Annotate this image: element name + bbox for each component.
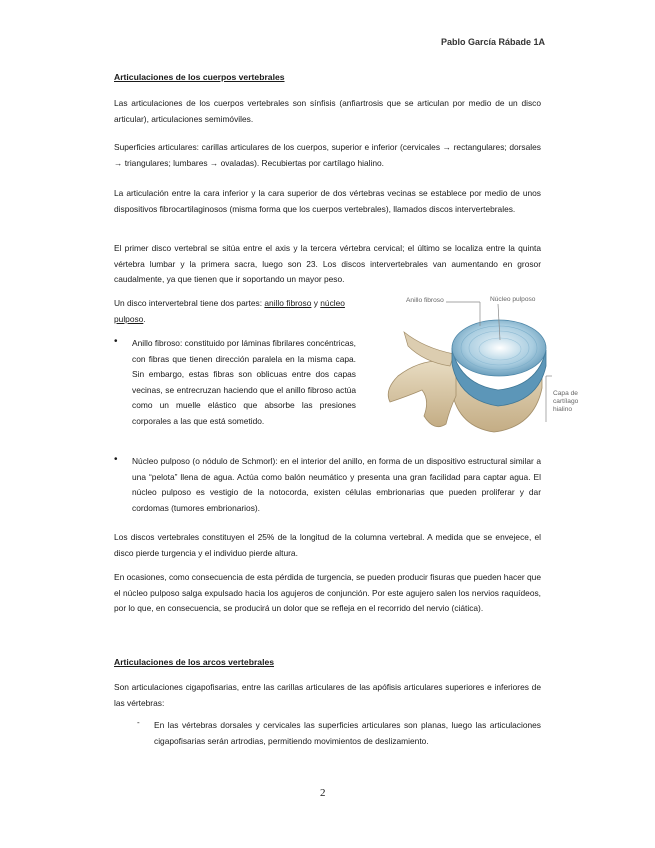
bullet-icon: • [114, 454, 118, 465]
paragraph-dos-partes [114, 296, 360, 327]
paragraph-superficies: Superficies articulares: carillas articulares de los cuerpos, superior e inferior (cervicales → rectangulares; dorsales → triangulares; lumbares → ovaladas). Recubiertas por cartílago hialino. [114, 142, 541, 168]
paragraph-primer-disco: El primer disco vertebral se sitúa entre el axis y la tercera vértebra cervical; el último se localiza entre la quinta vértebra lumbar y la primera sacra, luego son 23. Los discos intervertebrales van aumentando en grosor caudalmente, ya que tienen que ir soportando un mayor peso. [114, 243, 541, 284]
label-nucleo-pulposo: Núcleo pulposo [490, 296, 536, 303]
paragraph-discos: La articulación entre la cara inferior y la cara superior de dos vértebras vecinas se establece por medio de unos dispositivos fibrocartilaginosos (misma forma que los cuerpos vertebrales), llamados discos intervertebrales. [114, 188, 541, 214]
paragraph-sinfisis: Las articulaciones de los cuerpos vertebrales son sínfisis (anfiartrosis que se articulan por medio de un disco articular), articulaciones semimóviles. [114, 98, 541, 124]
dash-item-artrodias: En las vértebras dorsales y cervicales las superficies articulares son planas, luego las articulaciones cigapofisarias serán artrodias, permitiendo movimientos de deslizamiento. [154, 720, 541, 746]
bullet-anillo-fibroso: Anillo fibroso: constituido por láminas fibrilares concéntricas, con fibras que tienen dirección paralela en la misma capa. Sin embargo, estas fibras son oblicuas entre dos capas vecinas, se entrecruzan haciendo que el anillo fibroso actúa como un muelle elástico que absorbe las presiones corporales a las que está sometido. [132, 338, 356, 426]
label-anillo-fibroso: Anillo fibroso [406, 297, 444, 304]
nucleus-pulposus [479, 338, 521, 360]
period: . [143, 313, 146, 324]
section-title-arcos: Articulaciones de los arcos vertebrales [114, 657, 275, 667]
anillo-fibroso-term: anillo fibroso [264, 298, 312, 308]
nucleo-pulposo-term: núcleo pulposo [114, 298, 345, 324]
bullet-nucleo-pulposo: Núcleo pulposo (o nódulo de Schmorl): en el interior del anillo, en forma de un dispositivo estructural similar a una “pelota” llena de agua. Actúa como balón neumático y presenta una gran facilidad para captar agua. El núcleo pulposo es vestigio de la notocorda, existen células embrionarias que pueden proliferar y dar cordomas (tumores embrionarios). [132, 456, 541, 513]
dash-marker: - [137, 718, 140, 727]
section-title-cuerpos: Articulaciones de los cuerpos vertebrales [114, 72, 285, 82]
bullet-icon: • [114, 336, 118, 347]
label-capa-cartilago: Capa de cartílago hialino [553, 390, 579, 413]
paragraph-fisuras: En ocasiones, como consecuencia de esta pérdida de turgencia, se pueden producir fisuras que pueden hacer que el núcleo pulposo salga expulsado hacia los agujeros de conjunción. Por este agujero salen los nervios raquídeos, por lo que, en consecuencia, se producirá un dolor que se refleja en el recorrido del nervio (ciática). [114, 572, 541, 613]
vertebra-illustration [364, 292, 574, 452]
author-header: Pablo García Rábade 1A [440, 37, 545, 47]
page-number: 2 [320, 787, 326, 799]
vertebral-arch [388, 361, 456, 427]
and-connector: y [311, 298, 321, 308]
paragraph-cigapofisarias: Son articulaciones cigapofisarias, entre las carillas articulares de las apófisis articulares superiores e inferiores de las vértebras: [114, 682, 541, 708]
dos-partes-intro: Un disco intervertebral tiene dos partes: [114, 298, 265, 308]
articular-process [404, 332, 454, 366]
paragraph-longitud: Los discos vertebrales constituyen el 25% de la longitud de la columna vertebral. A medida que se envejece, el disco pierde turgencia y el individuo pierde altura. [114, 532, 541, 558]
vertebra-disc-figure [364, 292, 579, 452]
